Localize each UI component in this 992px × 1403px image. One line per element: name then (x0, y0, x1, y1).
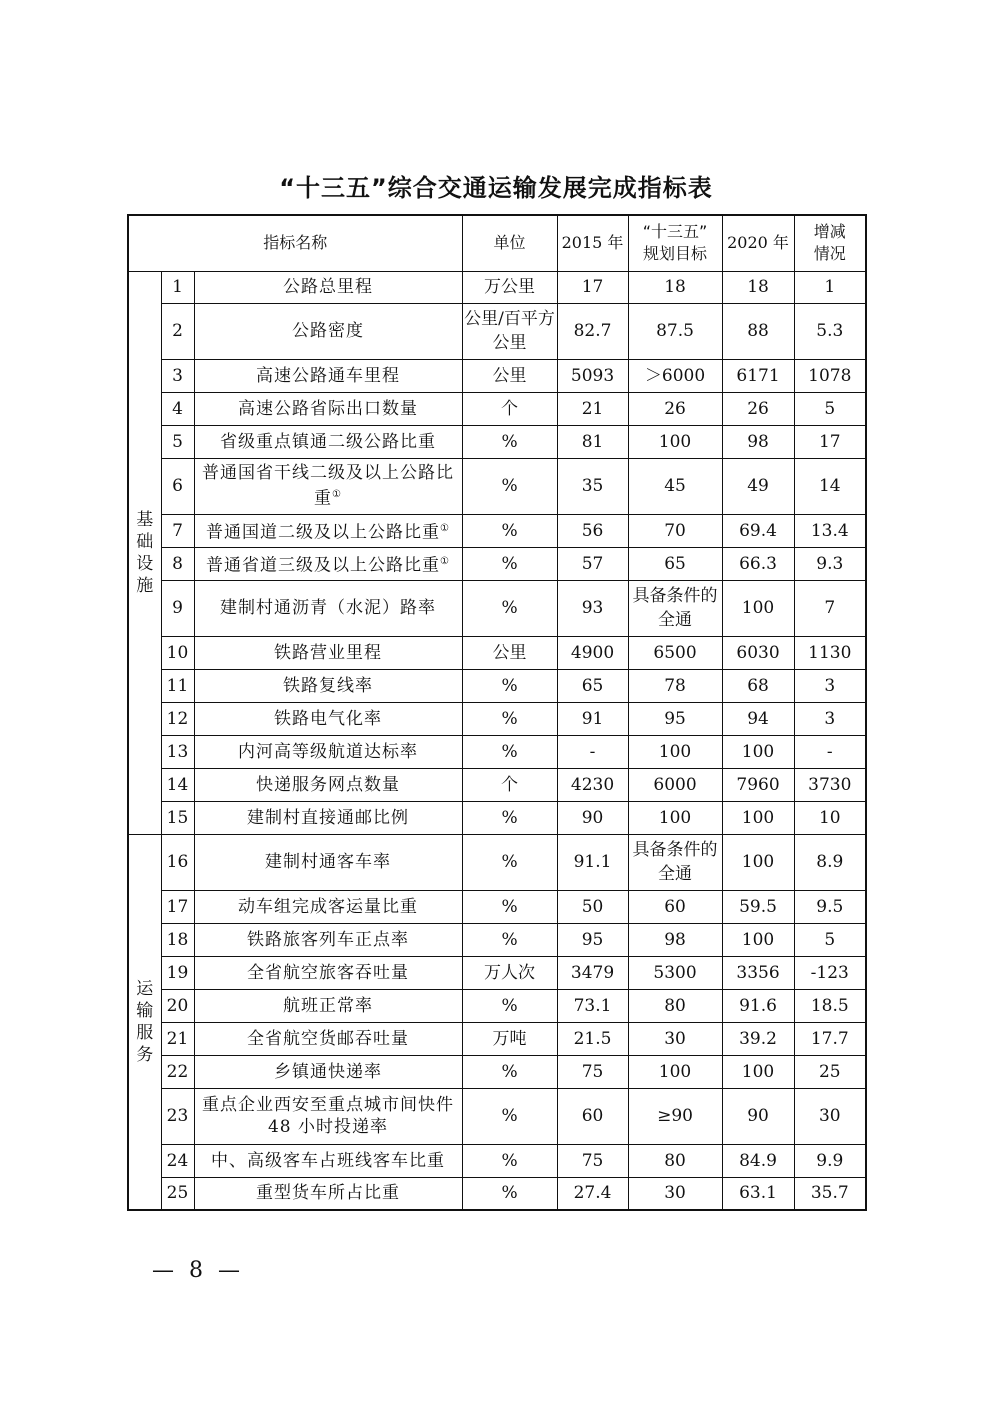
row-name (194, 425, 462, 458)
row-2020: 69.4 (722, 514, 794, 547)
row-2020: 90 (722, 1088, 794, 1144)
row-2020: 26 (722, 392, 794, 425)
row-number: 23 (161, 1088, 194, 1144)
row-target: 98 (628, 923, 722, 956)
table-body (128, 271, 866, 1210)
category-infrastructure (128, 271, 161, 834)
row-name-text: 建制村通客车率 (265, 852, 392, 872)
row-unit: 公里/百平方公里 (462, 303, 557, 359)
row-unit: % (462, 923, 557, 956)
row-name-text: 公路总里程 (283, 277, 374, 297)
table-row (128, 458, 866, 514)
row-target: 具备条件的全通 (628, 834, 722, 890)
row-number: 20 (161, 989, 194, 1022)
row-unit: % (462, 1088, 557, 1144)
row-2020: 63.1 (722, 1177, 794, 1210)
row-number: 2 (161, 303, 194, 359)
row-target: 100 (628, 425, 722, 458)
row-2015: 75 (557, 1055, 628, 1088)
row-target: 87.5 (628, 303, 722, 359)
row-change: 10 (794, 801, 866, 834)
row-number: 9 (161, 580, 194, 636)
row-name-text: 高速公路省际出口数量 (238, 398, 419, 419)
row-name-text: 动车组完成客运量比重 (238, 896, 419, 917)
row-change: 13.4 (794, 514, 866, 547)
table-row (128, 834, 866, 890)
header-target-line1: “十三五” (642, 222, 708, 242)
row-name (194, 514, 462, 547)
row-name (194, 989, 462, 1022)
table-row (128, 702, 866, 735)
row-2020: 7960 (722, 768, 794, 801)
category-char: 施 (136, 575, 154, 596)
table-row (128, 1055, 866, 1088)
row-unit: % (462, 890, 557, 923)
row-target: 26 (628, 392, 722, 425)
row-name (194, 702, 462, 735)
row-2015: 56 (557, 514, 628, 547)
row-number: 24 (161, 1144, 194, 1177)
row-2015: 73.1 (557, 989, 628, 1022)
table-row (128, 735, 866, 768)
table-row (128, 580, 866, 636)
row-name-text: 铁路旅客列车正点率 (247, 929, 410, 950)
row-name-text: 建制村通沥青（水泥）路率 (220, 598, 437, 618)
header-row (128, 215, 866, 271)
row-number: 25 (161, 1177, 194, 1210)
row-number: 16 (161, 834, 194, 890)
row-name-text: 航班正常率 (283, 995, 374, 1016)
row-name (194, 547, 462, 580)
row-name (194, 834, 462, 890)
row-2015: 91 (557, 702, 628, 735)
row-name (194, 1144, 462, 1177)
row-change: - (794, 735, 866, 768)
table-row (128, 801, 866, 834)
table-row (128, 547, 866, 580)
row-unit: 个 (462, 392, 557, 425)
row-number: 3 (161, 359, 194, 392)
row-target: 60 (628, 890, 722, 923)
row-target: 5300 (628, 956, 722, 989)
row-name-text: 高速公路通车里程 (256, 365, 401, 386)
row-2020: 6030 (722, 636, 794, 669)
row-name (194, 735, 462, 768)
row-2015: 3479 (557, 956, 628, 989)
row-name (194, 956, 462, 989)
row-unit: % (462, 669, 557, 702)
row-name (194, 359, 462, 392)
row-name-text: 快递服务网点数量 (256, 774, 401, 795)
category-char: 运 (136, 978, 154, 999)
row-name (194, 1055, 462, 1088)
row-name (194, 636, 462, 669)
row-unit: % (462, 514, 557, 547)
header-name: 指标名称 (128, 215, 462, 271)
row-change: 17 (794, 425, 866, 458)
row-target: 78 (628, 669, 722, 702)
row-change: 5.3 (794, 303, 866, 359)
row-2015: 27.4 (557, 1177, 628, 1210)
row-2015: 91.1 (557, 834, 628, 890)
row-2015: 81 (557, 425, 628, 458)
row-number: 11 (161, 669, 194, 702)
row-name (194, 303, 462, 359)
row-2020: 59.5 (722, 890, 794, 923)
row-target: 6500 (628, 636, 722, 669)
page-title: “十三五”综合交通运输发展完成指标表 (279, 174, 713, 202)
row-name-text: 重点企业西安至重点城市间快件 48 小时投递率 (202, 1095, 455, 1137)
row-target: 30 (628, 1022, 722, 1055)
row-unit: 公里 (462, 359, 557, 392)
row-name-text: 铁路电气化率 (274, 708, 383, 729)
table-row (128, 1177, 866, 1210)
table-row (128, 956, 866, 989)
row-unit: % (462, 834, 557, 890)
row-2020: 100 (722, 834, 794, 890)
row-change: -123 (794, 956, 866, 989)
row-number: 1 (161, 271, 194, 303)
row-2020: 100 (722, 580, 794, 636)
row-name-text: 铁路复线率 (283, 675, 374, 696)
row-unit: % (462, 801, 557, 834)
row-target: 6000 (628, 768, 722, 801)
row-2020: 100 (722, 735, 794, 768)
row-target: 80 (628, 1144, 722, 1177)
row-number: 19 (161, 956, 194, 989)
row-target: 70 (628, 514, 722, 547)
row-2020: 100 (722, 923, 794, 956)
row-2020: 98 (722, 425, 794, 458)
row-change: 3 (794, 702, 866, 735)
category-transport (128, 834, 161, 1210)
row-2020: 100 (722, 801, 794, 834)
row-target: ＞6000 (628, 359, 722, 392)
table-row (128, 271, 866, 303)
row-number: 14 (161, 768, 194, 801)
row-unit: % (462, 458, 557, 514)
table-row (128, 636, 866, 669)
row-unit: % (462, 1177, 557, 1210)
row-name (194, 923, 462, 956)
row-change: 9.5 (794, 890, 866, 923)
category-char: 务 (136, 1044, 154, 1065)
category-char: 基 (136, 509, 154, 530)
row-change: 8.9 (794, 834, 866, 890)
row-change: 35.7 (794, 1177, 866, 1210)
row-number: 21 (161, 1022, 194, 1055)
row-target: ≥90 (628, 1088, 722, 1144)
row-2015: 75 (557, 1144, 628, 1177)
header-change-line1: 增减 (813, 222, 846, 242)
row-2015: - (557, 735, 628, 768)
row-change: 18.5 (794, 989, 866, 1022)
indicator-table (127, 214, 867, 1211)
row-2015: 50 (557, 890, 628, 923)
row-target: 100 (628, 1055, 722, 1088)
row-name (194, 271, 462, 303)
row-2020: 100 (722, 1055, 794, 1088)
table-row (128, 1088, 866, 1144)
row-unit: % (462, 1055, 557, 1088)
table-row (128, 890, 866, 923)
row-name (194, 458, 462, 514)
row-change: 5 (794, 923, 866, 956)
category-char: 设 (136, 553, 154, 574)
row-name (194, 392, 462, 425)
table-row (128, 989, 866, 1022)
row-2015: 60 (557, 1088, 628, 1144)
table-row (128, 514, 866, 547)
row-change: 9.3 (794, 547, 866, 580)
row-2015: 82.7 (557, 303, 628, 359)
row-name-text: 铁路营业里程 (274, 642, 383, 663)
row-number: 15 (161, 801, 194, 834)
row-2020: 94 (722, 702, 794, 735)
row-number: 18 (161, 923, 194, 956)
row-change: 3 (794, 669, 866, 702)
row-2015: 65 (557, 669, 628, 702)
row-unit: 万人次 (462, 956, 557, 989)
row-2020: 6171 (722, 359, 794, 392)
row-unit: 万公里 (462, 271, 557, 303)
header-unit: 单位 (462, 215, 557, 271)
row-2020: 39.2 (722, 1022, 794, 1055)
row-number: 8 (161, 547, 194, 580)
row-number: 6 (161, 458, 194, 514)
row-name (194, 1022, 462, 1055)
row-name-text: 公路密度 (292, 321, 365, 341)
row-change: 5 (794, 392, 866, 425)
category-char: 服 (136, 1022, 154, 1043)
category-char: 础 (136, 531, 154, 552)
row-2020: 68 (722, 669, 794, 702)
row-2020: 66.3 (722, 547, 794, 580)
row-name-text: 重型货车所占比重 (256, 1183, 401, 1204)
row-number: 13 (161, 735, 194, 768)
row-name (194, 580, 462, 636)
row-target: 65 (628, 547, 722, 580)
row-unit: % (462, 425, 557, 458)
row-unit: % (462, 989, 557, 1022)
row-change: 25 (794, 1055, 866, 1088)
row-number: 22 (161, 1055, 194, 1088)
row-2015: 57 (557, 547, 628, 580)
row-change: 17.7 (794, 1022, 866, 1055)
row-number: 17 (161, 890, 194, 923)
row-name (194, 890, 462, 923)
row-name-text: 内河高等级航道达标率 (238, 741, 419, 762)
row-target: 30 (628, 1177, 722, 1210)
header-target (628, 215, 722, 271)
row-change: 9.9 (794, 1144, 866, 1177)
row-name (194, 1177, 462, 1210)
header-target-line2: 规划目标 (643, 244, 708, 264)
row-name-text: 普通国省干线二级及以上公路比重 (202, 463, 455, 509)
table-row (128, 392, 866, 425)
row-name (194, 1088, 462, 1144)
row-change: 14 (794, 458, 866, 514)
table-row (128, 1144, 866, 1177)
row-unit: 万吨 (462, 1022, 557, 1055)
row-name-text: 普通国道二级及以上公路比重 (206, 522, 441, 543)
row-unit: % (462, 580, 557, 636)
row-change: 3730 (794, 768, 866, 801)
row-unit: 公里 (462, 636, 557, 669)
row-unit: 个 (462, 768, 557, 801)
table-row (128, 923, 866, 956)
footnote-mark: ① (332, 489, 342, 501)
row-2015: 95 (557, 923, 628, 956)
row-2015: 90 (557, 801, 628, 834)
row-number: 10 (161, 636, 194, 669)
row-change: 1 (794, 271, 866, 303)
table-row (128, 1022, 866, 1055)
row-target: 80 (628, 989, 722, 1022)
footnote-mark: ① (440, 555, 450, 567)
row-target: 具备条件的全通 (628, 580, 722, 636)
row-name-text: 全省航空货邮吞吐量 (247, 1028, 410, 1049)
row-target: 18 (628, 271, 722, 303)
row-name-text: 全省航空旅客吞吐量 (247, 962, 410, 983)
footnote-mark: ① (440, 522, 450, 534)
table-row (128, 425, 866, 458)
row-target: 45 (628, 458, 722, 514)
row-number: 4 (161, 392, 194, 425)
row-2015: 21 (557, 392, 628, 425)
row-target: 100 (628, 801, 722, 834)
page-number: — 8 — (152, 1258, 244, 1283)
row-unit: % (462, 735, 557, 768)
category-char: 输 (136, 1000, 154, 1021)
row-unit: % (462, 702, 557, 735)
row-2020: 3356 (722, 956, 794, 989)
row-2020: 84.9 (722, 1144, 794, 1177)
row-name (194, 768, 462, 801)
row-name-text: 普通省道三级及以上公路比重 (206, 555, 441, 576)
row-number: 12 (161, 702, 194, 735)
table-row (128, 359, 866, 392)
row-2015: 21.5 (557, 1022, 628, 1055)
row-2015: 4230 (557, 768, 628, 801)
row-name-text: 乡镇通快递率 (274, 1061, 383, 1082)
row-2020: 88 (722, 303, 794, 359)
table-row (128, 669, 866, 702)
row-2020: 49 (722, 458, 794, 514)
row-change: 7 (794, 580, 866, 636)
row-number: 7 (161, 514, 194, 547)
row-target: 95 (628, 702, 722, 735)
row-name-text: 中、高级客车占班线客车比重 (211, 1150, 446, 1171)
row-2015: 5093 (557, 359, 628, 392)
row-2020: 91.6 (722, 989, 794, 1022)
row-2015: 17 (557, 271, 628, 303)
table-row (128, 303, 866, 359)
row-unit: % (462, 1144, 557, 1177)
row-name-text: 建制村直接通邮比例 (247, 807, 410, 828)
row-name (194, 669, 462, 702)
header-change (794, 215, 866, 271)
row-change: 1130 (794, 636, 866, 669)
header-2015: 2015 年 (557, 215, 628, 271)
row-change: 30 (794, 1088, 866, 1144)
row-2015: 35 (557, 458, 628, 514)
row-name (194, 801, 462, 834)
row-2015: 93 (557, 580, 628, 636)
row-2015: 4900 (557, 636, 628, 669)
header-2020: 2020 年 (722, 215, 794, 271)
row-unit: % (462, 547, 557, 580)
row-change: 1078 (794, 359, 866, 392)
row-target: 100 (628, 735, 722, 768)
header-change-line2: 情况 (813, 244, 846, 264)
table-row (128, 768, 866, 801)
row-2020: 18 (722, 271, 794, 303)
row-number: 5 (161, 425, 194, 458)
row-name-text: 省级重点镇通二级公路比重 (220, 431, 437, 452)
